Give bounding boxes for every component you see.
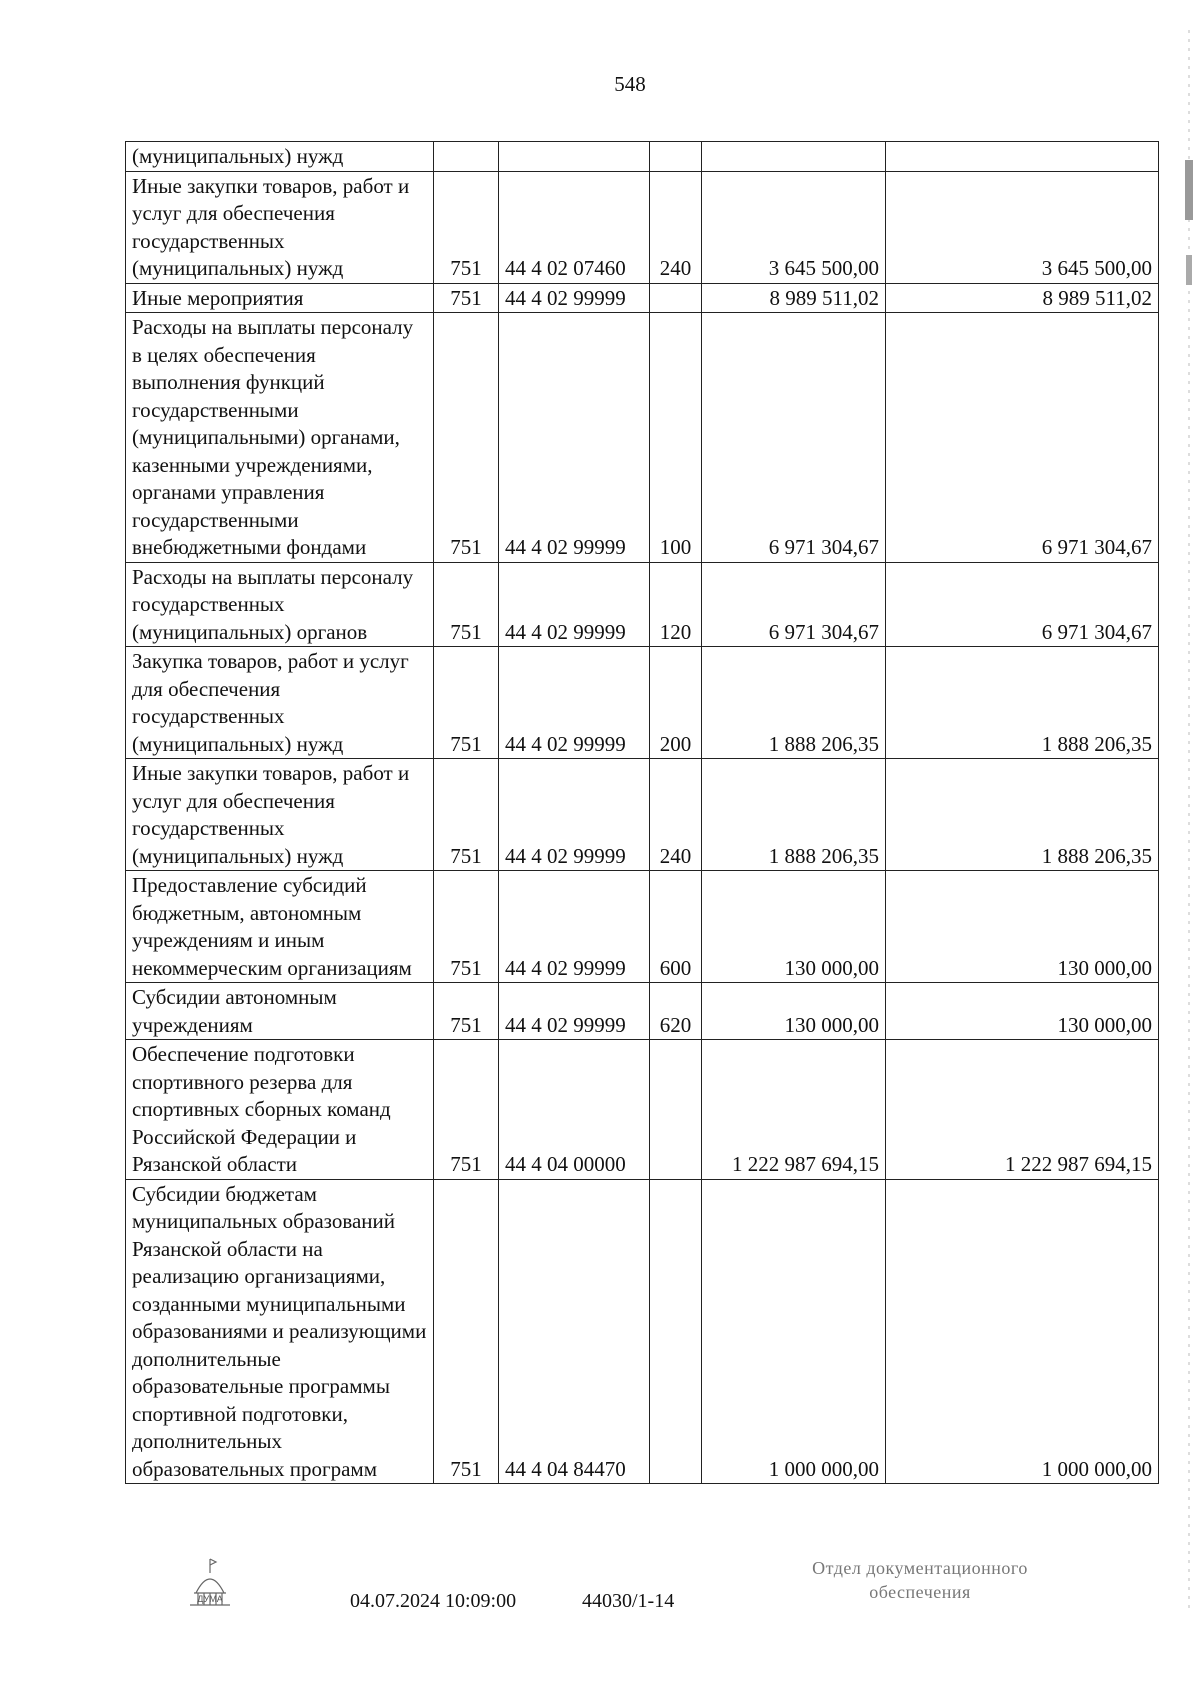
- table-row: [126, 313, 1159, 563]
- table-row: [126, 1040, 1159, 1180]
- row-name-cell: Субсидии бюджетам муниципальных образований Рязанской области на реализацию организациями, созданными муниципальными образованиями и реализующими дополнительные образовательные программы спортивной подготовки, дополнительных образовательных программ: [126, 1179, 434, 1484]
- row-target-article-cell: 44 4 02 99999: [499, 283, 650, 313]
- row-name-cell: Расходы на выплаты персоналу в целях обеспечения выполнения функций государственными (муниципальными) органами, казенными учреждениями, органами управления государственными внебюджетными фондами: [126, 313, 434, 563]
- row-amount-cell-2: 130 000,00: [886, 983, 1159, 1040]
- table-row: [126, 871, 1159, 983]
- row-amount-cell: 1 222 987 694,15: [702, 1040, 886, 1180]
- page-number: 548: [614, 72, 646, 96]
- stamp-line-2: обеспечения: [869, 1582, 971, 1602]
- row-target-article-cell: 44 4 02 99999: [499, 871, 650, 983]
- row-name-cell: (муниципальных) нужд: [126, 142, 434, 172]
- row-ministry-code-cell: 751: [434, 983, 499, 1040]
- row-target-article-cell: 44 4 02 99999: [499, 562, 650, 647]
- table-row: [126, 142, 1159, 172]
- row-amount-cell: 130 000,00: [702, 871, 886, 983]
- table-row: [126, 283, 1159, 313]
- table-row: [126, 983, 1159, 1040]
- table-row: [126, 171, 1159, 283]
- row-expense-type-cell: 620: [650, 983, 702, 1040]
- budget-table: [125, 141, 1159, 1484]
- row-name-cell: Закупка товаров, работ и услуг для обеспечения государственных (муниципальных) нужд: [126, 647, 434, 759]
- row-amount-cell-2: 3 645 500,00: [886, 171, 1159, 283]
- row-target-article-cell: 44 4 02 99999: [499, 983, 650, 1040]
- row-amount-cell: 1 888 206,35: [702, 647, 886, 759]
- row-ministry-code-cell: 751: [434, 647, 499, 759]
- row-expense-type-cell: [650, 1179, 702, 1484]
- row-amount-cell-2: 6 971 304,67: [886, 562, 1159, 647]
- row-expense-type-cell: [650, 283, 702, 313]
- row-target-article-cell: 44 4 02 99999: [499, 647, 650, 759]
- row-expense-type-cell: 120: [650, 562, 702, 647]
- row-amount-cell: 130 000,00: [702, 983, 886, 1040]
- row-amount-cell-2: 1 888 206,35: [886, 647, 1159, 759]
- table-row: [126, 562, 1159, 647]
- row-target-article-cell: 44 4 02 07460: [499, 171, 650, 283]
- row-amount-cell: 6 971 304,67: [702, 562, 886, 647]
- row-ministry-code-cell: [434, 142, 499, 172]
- row-amount-cell-2: 130 000,00: [886, 871, 1159, 983]
- stamp-line-1: Отдел документационного: [812, 1558, 1028, 1578]
- row-expense-type-cell: [650, 142, 702, 172]
- row-name-cell: Расходы на выплаты персоналу государственных (муниципальных) органов: [126, 562, 434, 647]
- row-target-article-cell: 44 4 04 00000: [499, 1040, 650, 1180]
- table-row: [126, 647, 1159, 759]
- row-amount-cell: [702, 142, 886, 172]
- row-amount-cell: 8 989 511,02: [702, 283, 886, 313]
- row-amount-cell: 6 971 304,67: [702, 313, 886, 563]
- scan-edge-marks: [1185, 30, 1193, 1610]
- table-row: [126, 759, 1159, 871]
- table-row: [126, 1179, 1159, 1484]
- row-ministry-code-cell: 751: [434, 871, 499, 983]
- row-ministry-code-cell: 751: [434, 171, 499, 283]
- row-expense-type-cell: 240: [650, 171, 702, 283]
- row-ministry-code-cell: 751: [434, 759, 499, 871]
- row-amount-cell: 1 888 206,35: [702, 759, 886, 871]
- row-ministry-code-cell: 751: [434, 1179, 499, 1484]
- row-target-article-cell: 44 4 04 84470: [499, 1179, 650, 1484]
- row-amount-cell: 1 000 000,00: [702, 1179, 886, 1484]
- logo-text: ДУМА: [197, 1594, 223, 1604]
- row-ministry-code-cell: 751: [434, 1040, 499, 1180]
- row-ministry-code-cell: 751: [434, 283, 499, 313]
- row-expense-type-cell: 200: [650, 647, 702, 759]
- footer-registration-number: 44030/1-14: [582, 1590, 675, 1612]
- duma-logo: [182, 1555, 238, 1609]
- row-amount-cell: 3 645 500,00: [702, 171, 886, 283]
- row-ministry-code-cell: 751: [434, 562, 499, 647]
- row-expense-type-cell: [650, 1040, 702, 1180]
- row-ministry-code-cell: 751: [434, 313, 499, 563]
- row-name-cell: Иные закупки товаров, работ и услуг для обеспечения государственных (муниципальных) нужд: [126, 171, 434, 283]
- row-amount-cell-2: [886, 142, 1159, 172]
- row-target-article-cell: 44 4 02 99999: [499, 759, 650, 871]
- row-amount-cell-2: 8 989 511,02: [886, 283, 1159, 313]
- row-expense-type-cell: 600: [650, 871, 702, 983]
- row-amount-cell-2: 1 222 987 694,15: [886, 1040, 1159, 1180]
- row-target-article-cell: [499, 142, 650, 172]
- row-amount-cell-2: 6 971 304,67: [886, 313, 1159, 563]
- row-expense-type-cell: 100: [650, 313, 702, 563]
- row-name-cell: Иные мероприятия: [126, 283, 434, 313]
- footer-date: 04.07.2024 10:09:00: [350, 1590, 517, 1612]
- row-amount-cell-2: 1 000 000,00: [886, 1179, 1159, 1484]
- row-expense-type-cell: 240: [650, 759, 702, 871]
- row-amount-cell-2: 1 888 206,35: [886, 759, 1159, 871]
- row-name-cell: Иные закупки товаров, работ и услуг для обеспечения государственных (муниципальных) нужд: [126, 759, 434, 871]
- row-name-cell: Предоставление субсидий бюджетным, автономным учреждениям и иным некоммерческим организациям: [126, 871, 434, 983]
- budget-table-body: [126, 142, 1159, 1484]
- row-target-article-cell: 44 4 02 99999: [499, 313, 650, 563]
- department-stamp: [770, 1556, 1070, 1604]
- row-name-cell: Субсидии автономным учреждениям: [126, 983, 434, 1040]
- row-name-cell: Обеспечение подготовки спортивного резерва для спортивных сборных команд Российской Федерации и Рязанской области: [126, 1040, 434, 1180]
